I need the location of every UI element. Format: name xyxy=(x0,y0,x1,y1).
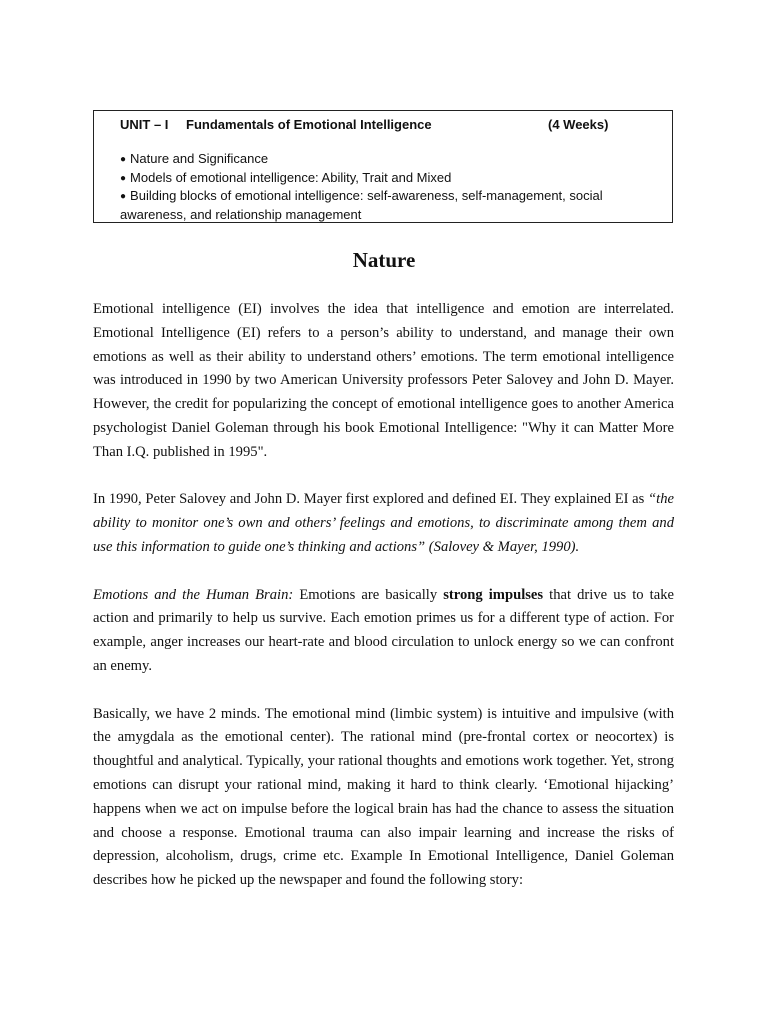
paragraph-ei-intro: Emotional intelligence (EI) involves the idea that intelligence and emotion are interrelated. Emotional Intelligence (EI) refers to a person’s ability to understand, and manage their own emotions as well as their ability to understand others’ emotions. The term emotional intelligence was introduced in 1990 by two American University professors Peter Salovey and John D. Mayer. However, the credit for popularizing the concept of emotional intelligence goes to another America psychologist Daniel Goleman through his book Emotional Intelligence: "Why it can Matter More Than I.Q. published in 1995". xyxy=(93,301,674,460)
paragraph-two-minds: Basically, we have 2 minds. The emotional mind (limbic system) is intuitive and impulsive (with the amygdala as the emotional center). The rational mind (pre-frontal cortex or neocortex) is thoughtful and analytical. Typically, your rational thoughts and emotions work together. Yet, strong emotions can disrupt your rational mind, making it hard to think clearly. ‘Emotional hijacking’ happens when we act on impulse before the logical brain has had the chance to assess the situation and choose a response. Emotional trauma can also impair learning and increase the risks of depression, alcoholism, drugs, crime etc. Example In Emotional Intelligence, Daniel Goleman describes how he picked up the newspaper and found the following story: xyxy=(93,705,674,889)
unit-topic-text: Models of emotional intelligence: Ability, Trait and Mixed xyxy=(130,169,452,185)
page-title: Nature xyxy=(352,248,416,272)
unit-code: UNIT – I xyxy=(120,117,169,132)
bullet-icon: ● xyxy=(120,191,127,202)
unit-topic-list xyxy=(120,150,672,223)
brain-text-after: that drive us to take action and primarily to help us survive. Each emotion primes us for a different type of action. For example, anger increases our heart-rate and blood circulation to unlock energy so we can confront an enemy. xyxy=(93,586,674,674)
unit-header xyxy=(120,116,672,134)
unit-title: Fundamentals of Emotional Intelligence xyxy=(186,117,432,132)
paragraph-ei-definition xyxy=(93,488,674,559)
unit-duration: (4 Weeks) xyxy=(548,117,609,132)
brain-text-before: Emotions are basically xyxy=(293,586,444,603)
bullet-icon: ● xyxy=(120,172,127,184)
definition-intro: In 1990, Peter Salovey and John D. Mayer first explored and defined EI. They explained EI as xyxy=(93,491,649,508)
unit-topic-text: Building blocks of emotional intelligence: self-awareness, self-management, social awareness, and relationship management xyxy=(120,188,603,222)
paragraph-human-brain xyxy=(93,584,674,679)
document-body xyxy=(93,298,674,917)
definition-quote: “the ability to monitor one’s own and others’ feelings and emotions, to discriminate among them and use this information to guide one’s thinking and actions” (Salovey & Mayer, 1990). xyxy=(93,491,674,555)
unit-syllabus-box xyxy=(93,110,673,223)
unit-topic-text: Nature and Significance xyxy=(130,151,269,166)
section-label: Emotions and the Human Brain: xyxy=(93,586,294,603)
unit-topic-item xyxy=(120,150,672,169)
unit-topic-item xyxy=(120,169,672,188)
unit-topic-item xyxy=(120,187,672,223)
bullet-icon: ● xyxy=(120,154,127,165)
strong-impulses-term: strong impulses xyxy=(443,586,544,603)
